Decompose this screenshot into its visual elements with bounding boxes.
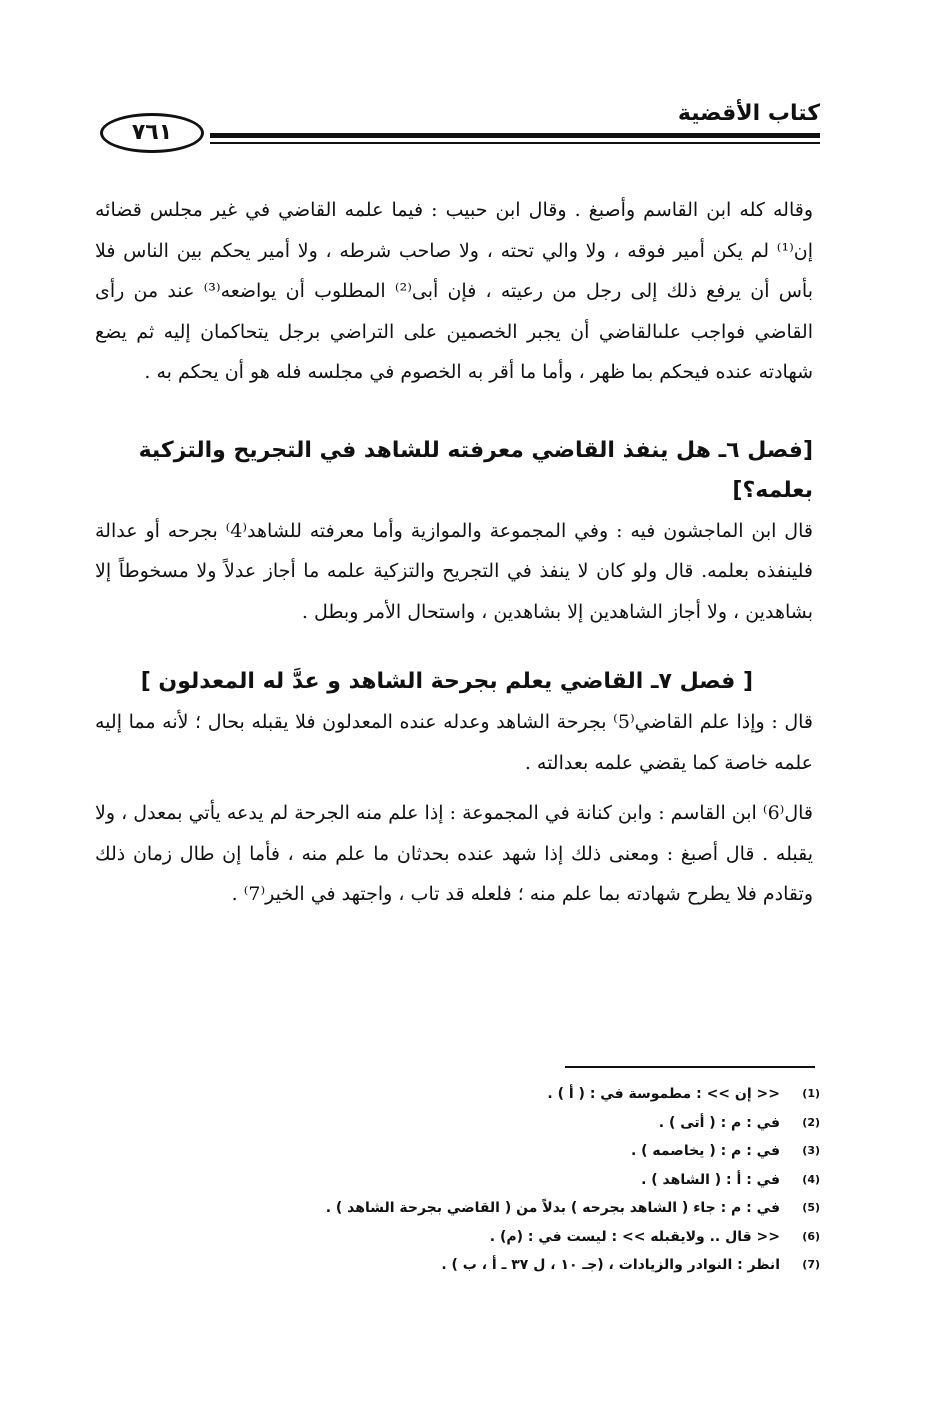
footnote-number: (5) xyxy=(802,1201,820,1214)
footnote-separator xyxy=(565,1066,815,1068)
footnote xyxy=(300,1109,820,1138)
footnote xyxy=(300,1223,820,1252)
footnote-text: << إن >> : مطموسة في : ( أ ) . xyxy=(547,1086,780,1102)
book-title: كتاب الأقضية xyxy=(677,101,820,126)
paragraph-4: قال⁽6⁾ ابن القاسم : وابن كنانة في المجموعة : إذا علم منه الجرحة لم يدعه يأتي بمعدل ، ولا يقبله . قال أصبغ : ومعنى ذلك إذا شهد عنده بحدثان ما علم منه ، فأما إن طال زمان ذلك وتقادم فلا يطرح شهادته بما علم منه ؛ فلعله قد تاب ، واجتهد في الخير⁽7⁾ . xyxy=(95,802,813,905)
spacer xyxy=(95,632,813,662)
page-number: ٧٦١ xyxy=(100,113,204,153)
header-rule-thick xyxy=(210,133,820,138)
paragraph-1: وقاله كله ابن القاسم وأصبغ . وقال ابن حبيب : فيما علمه القاضي في غير مجلس قضائه إن⁽¹⁾ لم يكن أمير فوقه ، ولا والي تحته ، ولا صاحب شرطه ، ولا أمير يحكم بين الناس فلا بأس أن يرفع ذلك إلى رجل من رعيته ، فإن أبى⁽²⁾ المطلوب أن يواضعه⁽³⁾ عند من رأى القاضي فواجب علىالقاضي أن يجبر الخصمين على التراضي برجل يتحاكمان إليه ثم يضع شهادته عنده فيحكم بما ظهر ، وأما ما أقر به الخصوم في مجلسه فله هو أن يحكم به . xyxy=(95,199,813,383)
footnote xyxy=(300,1166,820,1195)
main-text xyxy=(95,190,813,915)
section-heading-7: [ فصل ٧ـ القاضي يعلم بجرحة الشاهد و عدَّ له المعدلون ] xyxy=(140,669,753,694)
footnote-text: في : م : ( أتى ) . xyxy=(658,1114,780,1131)
section-heading-6: [فصل ٦ـ هل ينفذ القاضي معرفته للشاهد في التجريح والتزكية بعلمه؟] xyxy=(138,437,813,503)
footnote-text: في : م : ( يخاصمه ) . xyxy=(630,1143,780,1159)
footnote-number: (4) xyxy=(802,1172,820,1186)
spacer xyxy=(95,393,813,431)
footnote-number: (6) xyxy=(802,1229,820,1243)
footnote-text: في : أ : ( الشاهد ) . xyxy=(641,1171,780,1188)
footnote-number: (2) xyxy=(802,1115,820,1129)
footnote-text: في : م : جاء ( الشاهد بجرحه ) بدلاً من ( القاضي بجرحة الشاهد ) . xyxy=(325,1200,780,1216)
running-header xyxy=(100,95,820,165)
footnote xyxy=(300,1137,820,1166)
footnote-text: << قال .. ولايقبله >> : ليست في : (م) . xyxy=(489,1228,780,1245)
footnotes xyxy=(300,1080,820,1280)
footnote-text: انظر : النوادر والزيادات ، (جـ ١٠ ، ل ٣٧ ـ أ ، ب ) . xyxy=(441,1257,780,1273)
footnote-number: (3) xyxy=(802,1144,820,1157)
footnote-number: (1) xyxy=(802,1087,820,1100)
paragraph-3: قال : وإذا علم القاضي⁽5⁾ بجرحة الشاهد وعدله عنده المعدلون فلا يقبله بحال ؛ لأنه مما إليه علمه خاصة كما يقضي علمه بعدالته . xyxy=(95,711,813,774)
footnote-number: (7) xyxy=(802,1258,820,1271)
footnote xyxy=(300,1080,820,1109)
footnote xyxy=(300,1251,820,1280)
footnote xyxy=(300,1194,820,1223)
paragraph-2: قال ابن الماجشون فيه : وفي المجموعة والموازية وأما معرفته للشاهد⁽4⁾ بجرحه أو عدالة فلينفذه بعلمه. قال ولو كان لا ينفذ في التجريح والتزكية علمه ما أجاز عدلاً ولا مسخوطاً إلا بشاهدين ، ولا أجاز الشاهدين إلا بشاهدين ، واستحال الأمر وبطل . xyxy=(95,519,813,623)
header-rule-thin xyxy=(210,142,820,144)
